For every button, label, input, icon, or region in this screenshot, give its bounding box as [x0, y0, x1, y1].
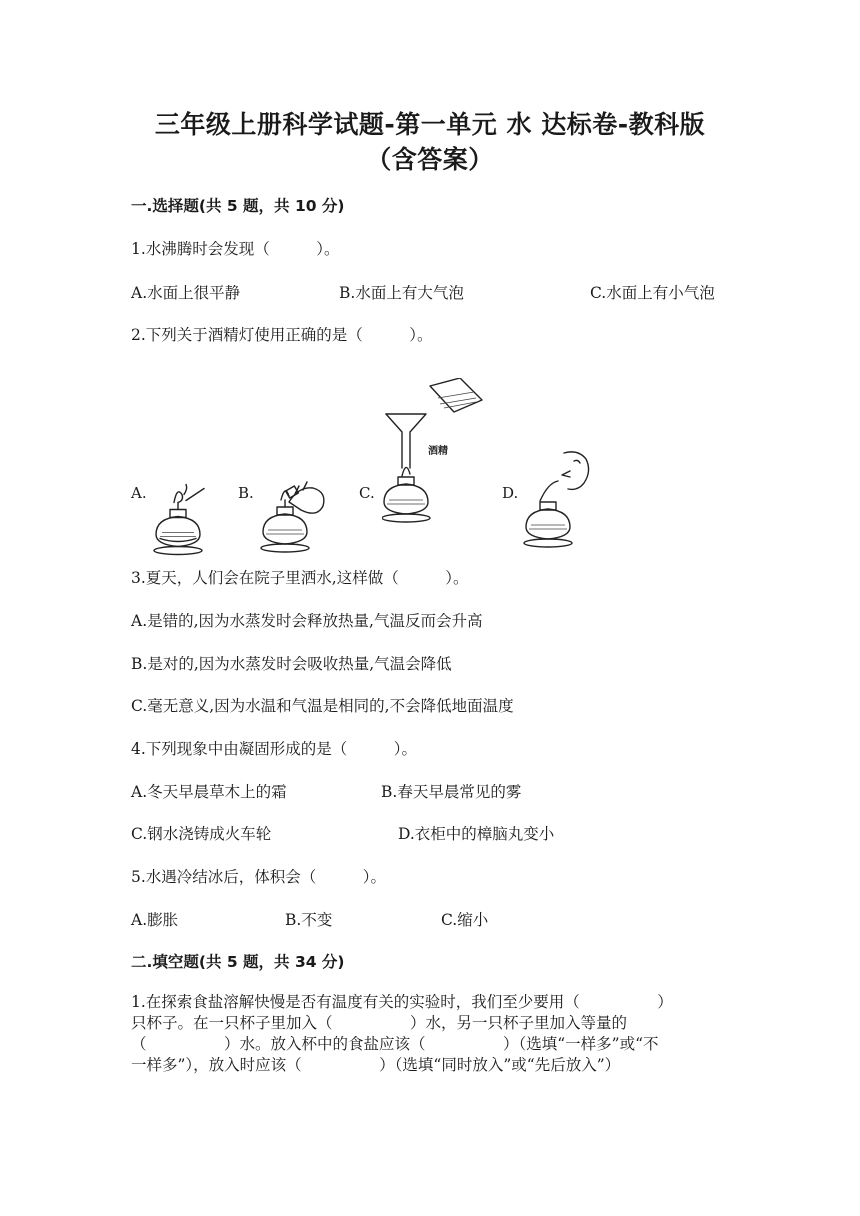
alcohol-lamp-figure-b: [255, 436, 335, 586]
fill-question-1-line-4: 一样多”），放入时应该（ ）（选填“同时放入”或“先后放入”）: [131, 1056, 621, 1074]
alcohol-lamp-figure-c: [382, 378, 492, 528]
section-heading-fill: 二.填空题(共 5 题，共 34 分): [131, 953, 345, 971]
question-1-option-c: C.水面上有小气泡: [590, 284, 715, 302]
figure-label-a: A.: [131, 484, 147, 502]
question-2-stem: 2.下列关于酒精灯使用正确的是（ ）。: [131, 326, 433, 344]
figure-c-label-text: 酒精: [428, 446, 448, 457]
fill-question-1-line-1: 1.在探索食盐溶解快慢是否有温度有关的实验时，我们至少要用（ ）: [131, 993, 673, 1011]
figure-label-d: D.: [502, 484, 519, 502]
alcohol-lamp-figure-d: [518, 424, 598, 574]
question-5-option-b: B.不变: [285, 911, 333, 929]
question-1-option-b: B.水面上有大气泡: [339, 284, 464, 302]
question-4-option-b: B.春天早晨常见的雾: [381, 783, 522, 801]
section-heading-choice: 一.选择题(共 5 题，共 10 分): [131, 197, 345, 215]
question-5-stem: 5.水遇冷结冰后，体积会（ ）。: [131, 868, 387, 886]
page-subtitle: （含答案）: [366, 145, 494, 174]
fill-question-1: [131, 992, 731, 1076]
figure-label-c: C.: [359, 484, 375, 502]
question-1-option-a: A.水面上很平静: [131, 284, 241, 302]
question-3-stem: 3.夏天，人们会在院子里洒水,这样做（ ）。: [131, 569, 469, 587]
question-5-option-a: A.膨胀: [131, 911, 179, 929]
question-3-option-c: C.毫无意义,因为水温和气温是相同的,不会降低地面温度: [131, 697, 514, 715]
fill-question-1-line-3: （ ）水。放入杯中的食盐应该（ ）（选填“一样多”或“不: [131, 1035, 659, 1053]
question-4-option-c: C.钢水浇铸成火车轮: [131, 825, 272, 843]
question-1-stem: 1.水沸腾时会发现（ ）。: [131, 240, 340, 258]
question-4-option-a: A.冬天早晨草木上的霜: [131, 783, 287, 801]
question-3-option-a: A.是错的,因为水蒸发时会释放热量,气温反而会升高: [131, 612, 483, 630]
fill-question-1-line-2: 只杯子。在一只杯子里加入（ ）水，另一只杯子里加入等量的: [131, 1014, 628, 1032]
question-5-option-c: C.缩小: [441, 911, 489, 929]
question-3-option-b: B.是对的,因为水蒸发时会吸收热量,气温会降低: [131, 655, 452, 673]
page-title: 三年级上册科学试题-第一单元 水 达标卷-教科版: [154, 110, 706, 139]
question-4-option-d: D.衣柜中的樟脑丸变小: [398, 825, 555, 843]
question-4-stem: 4.下列现象中由凝固形成的是（ ）。: [131, 740, 418, 758]
figure-label-b: B.: [238, 484, 254, 502]
